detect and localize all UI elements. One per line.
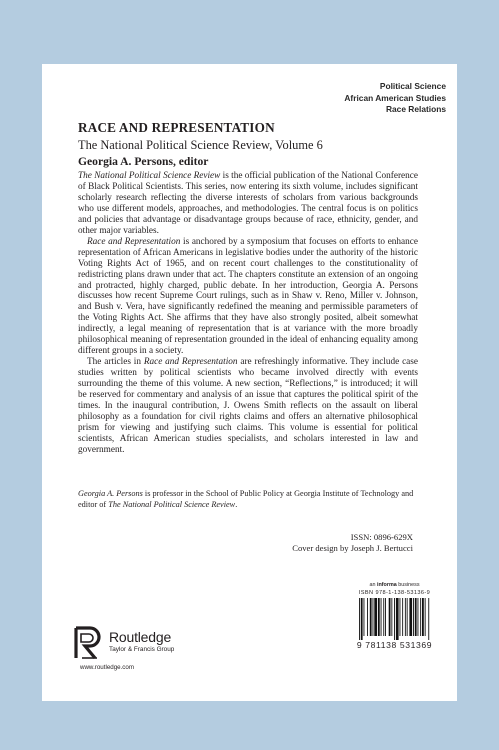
isbn-barcode <box>354 590 435 650</box>
blurb-text: is anchored by a symposium that focuses on efforts to enhance representation of African Americans in legislative bodies under the authority of the historic Voting Rights Act of 1965, and on recent court challenges to the constitutionality of redistricting plans drawn under that act. The chapters constitute an extension of an ongoing and protracted, highly charged, public debate. In her introduction, Georgia A. Persons discusses how recent Supreme Court rulings, such as in Shaw v. Reno, Miller v. Johnson, and Bush v. Vera, have significantly redefined the meaning and permissible parameters of the Voting Rights Act. She affirms that they have also strongly posited, albeit somewhat indirectly, a legal meaning of representation that is at variance with the more broadly philosophical meaning of representation grounded in the ideal of enhancing equality among different groups in a society. <box>78 236 418 357</box>
blurb-text: is the official publication of the National Conference of Black Political Scientists. This series, now entering its sixth volume, includes significant scholarly research reflecting the diverse interests of scholars from various backgrounds who use different models, approaches, and methodologies. The central focus is on politics and policies that advantage or disadvantage groups because of race, ethnicity, gender, and other major variables. <box>78 171 418 236</box>
publisher-group: Taylor & Francis Group <box>109 646 175 653</box>
blurb-paragraph-2 <box>78 237 418 357</box>
bio-text: . <box>235 499 238 509</box>
barcode-icon <box>354 598 435 640</box>
blurb <box>78 171 418 456</box>
cover-credit: Cover design by Joseph J. Bertucci <box>292 543 413 553</box>
bio-text: is professor in the School of Public Policy at Georgia Institute of Technology and editor of <box>78 489 414 509</box>
book-title: RACE AND REPRESENTATION <box>78 120 275 135</box>
publisher-name: Routledge <box>109 629 172 645</box>
journal-name: The National Political Science Review <box>78 171 221 181</box>
colophon <box>292 532 413 554</box>
back-cover-panel <box>42 64 457 701</box>
author-name: Georgia A. Persons <box>78 489 143 498</box>
subject-item: Political Science <box>379 81 446 91</box>
book-name: Race and Representation <box>87 236 181 247</box>
blurb-text: are refreshingly informative. They include case studies written by political scientists who became involved directly with events surrounding the theme of this volume. A new section, “Reflections,” is introduced; it will be reserved for commentary and analysis of an issue that captures the political spirit of the times. In the inaugural contribution, J. Owens Smith reflects on the assault on liberal philosophy as a foundation for civil rights claims and offers an alternative philosophical prism for viewing and justifying such claims. This volume is essential for political scientists, African American studies specialists, and scholars interested in law and government. <box>78 357 418 455</box>
subject-item: Race Relations <box>385 104 446 114</box>
informa-brand: informa <box>376 582 397 588</box>
book-name: Race and Representation <box>143 357 238 368</box>
subject-item: African American Studies <box>344 92 446 103</box>
blurb-text: The articles in <box>87 357 144 368</box>
isbn-label: ISBN 978-1-138-53136-9 <box>358 590 431 596</box>
routledge-logo-icon <box>73 626 105 660</box>
journal-name: The National Political Science Review <box>108 499 236 509</box>
book-subtitle: The National Political Science Review, Volume 6 <box>78 138 323 152</box>
book-editor: Georgia A. Persons, editor <box>78 155 209 168</box>
informa-tag: an informa business <box>369 582 420 588</box>
isbn-digits: 9 781138 531369 <box>356 640 433 650</box>
blurb-paragraph-1 <box>78 171 418 237</box>
author-bio <box>78 489 418 511</box>
blurb-paragraph-3 <box>78 357 418 456</box>
subject-categories <box>344 81 446 116</box>
publisher-url: www.routledge.com <box>80 664 134 671</box>
issn: ISSN: 0896-629X <box>350 532 413 542</box>
